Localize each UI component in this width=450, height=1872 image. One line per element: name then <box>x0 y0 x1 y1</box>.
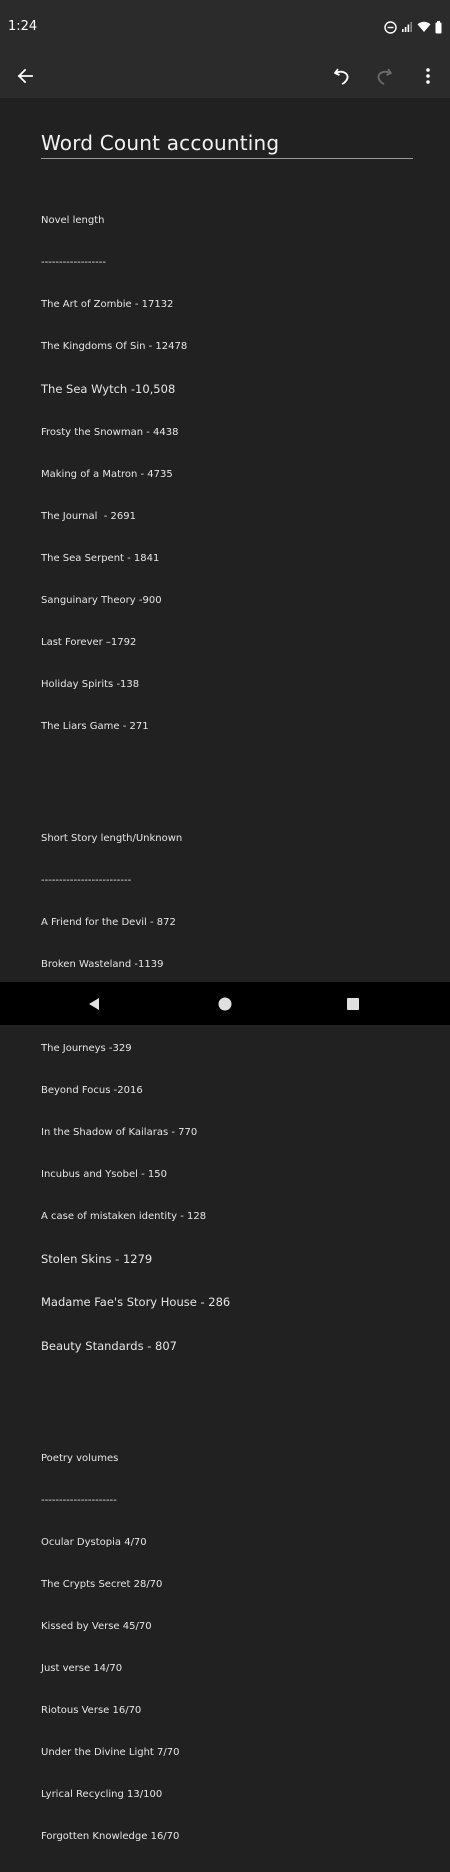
list-item: The Sea Wytch -10,508 <box>41 382 176 396</box>
list-item: Holiday Spirits -138 <box>41 678 140 690</box>
nav-recents-button[interactable] <box>331 982 375 1025</box>
list-item: Ocular Dystopia 4/70 <box>41 1537 147 1548</box>
list-item: The Liars Game - 271 <box>41 720 149 732</box>
blank-line <box>41 762 421 776</box>
document-canvas[interactable] <box>0 98 450 1842</box>
nav-home-button[interactable] <box>203 982 247 1025</box>
list-item: The Journeys -329 <box>41 1042 132 1054</box>
list-item: Riotous Verse 16/70 <box>41 1705 142 1716</box>
list-item: Stolen Skins - 1279 <box>41 1251 153 1266</box>
list-item: Under the Divine Light 7/70 <box>41 1747 180 1758</box>
more-options-button[interactable] <box>406 54 450 98</box>
status-bar <box>0 0 450 54</box>
title-underline <box>41 131 413 159</box>
back-button[interactable] <box>3 54 47 98</box>
section-divider: ------------------------- <box>41 874 132 886</box>
wifi-icon <box>417 21 431 33</box>
list-item: Forgotten Knowledge 16/70 <box>41 1831 180 1842</box>
list-item: Madame Fae's Story House - 286 <box>41 1295 231 1309</box>
more-vert-icon <box>425 67 431 85</box>
system-nav-bar <box>0 982 450 1025</box>
do-not-disturb-icon <box>384 21 397 34</box>
document-title: Word Count accounting <box>41 131 280 155</box>
list-item: Lyrical Recycling 13/100 <box>41 1789 163 1800</box>
toolbar <box>0 54 450 98</box>
arrow-left-icon <box>16 67 34 85</box>
list-item: In the Shadow of Kailaras - 770 <box>41 1126 198 1138</box>
nav-back-button[interactable] <box>72 982 116 1025</box>
section-heading-short-story: Short Story length/Unknown <box>41 832 183 844</box>
section-heading-novel: Novel length <box>41 215 105 226</box>
list-item: Making of a Matron - 4735 <box>41 468 173 480</box>
redo-button[interactable] <box>362 54 406 98</box>
undo-icon <box>332 66 352 86</box>
undo-button[interactable] <box>320 54 364 98</box>
section-heading-poetry: Poetry volumes <box>41 1453 119 1464</box>
list-item: Beyond Focus -2016 <box>41 1084 143 1096</box>
list-item: Frosty the Snowman - 4438 <box>41 426 179 438</box>
list-item: A Friend for the Devil - 872 <box>41 916 176 928</box>
status-time: 1:24 <box>8 19 38 34</box>
battery-icon <box>435 21 442 34</box>
list-item: Incubus and Ysobel - 150 <box>41 1168 167 1180</box>
list-item: Beauty Standards - 807 <box>41 1338 177 1353</box>
list-item: The Kingdoms Of Sin - 12478 <box>41 341 188 352</box>
list-item: A case of mistaken identity - 128 <box>41 1210 207 1222</box>
list-item: Last Forever –1792 <box>41 636 137 648</box>
list-item: Just verse 14/70 <box>41 1663 123 1674</box>
signal-icon <box>401 21 413 33</box>
status-icons <box>384 19 442 35</box>
nav-recents-icon <box>346 997 360 1011</box>
list-item: The Sea Serpent - 1841 <box>41 552 160 564</box>
section-divider: --------------------- <box>41 1495 117 1506</box>
list-item: The Art of Zombie - 17132 <box>41 299 174 310</box>
redo-icon <box>374 66 394 86</box>
list-item: The Journal - 2691 <box>41 510 136 522</box>
list-item: Broken Wasteland -1139 <box>41 958 164 970</box>
blank-line <box>41 1382 421 1396</box>
nav-back-icon <box>87 997 101 1011</box>
list-item: Kissed by Verse 45/70 <box>41 1621 152 1632</box>
nav-home-icon <box>218 997 232 1011</box>
section-divider: ------------------ <box>41 257 106 268</box>
list-item: Sanguinary Theory -900 <box>41 594 162 606</box>
list-item: The Crypts Secret 28/70 <box>41 1579 163 1590</box>
